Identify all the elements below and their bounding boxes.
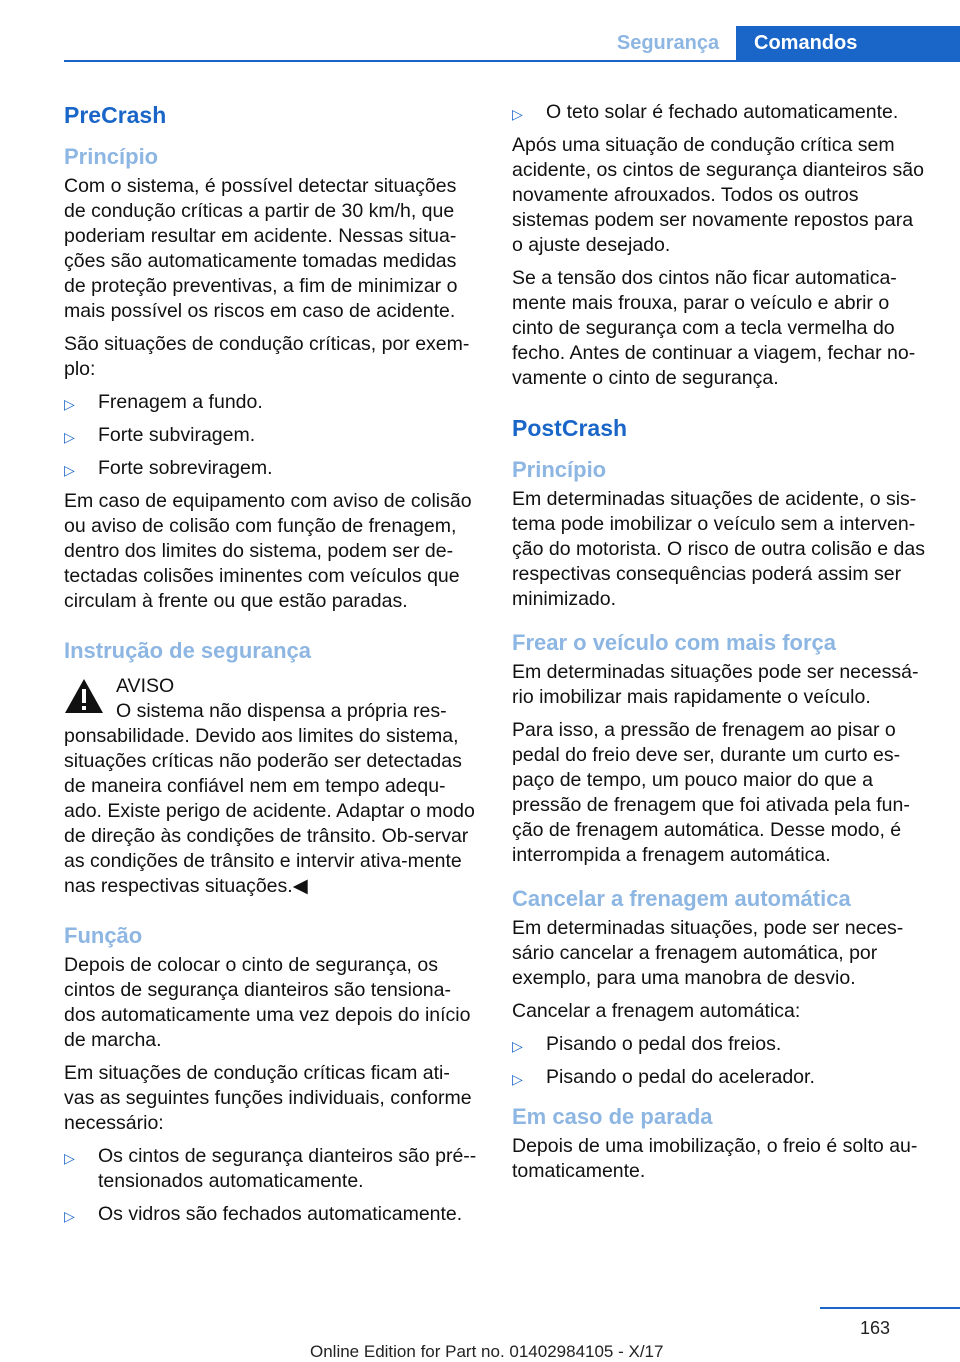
list-item <box>64 423 480 448</box>
heading-frear: Frear o veículo com mais força <box>512 630 837 655</box>
warning-box <box>64 674 480 899</box>
heading-instrucao: Instrução de segurança <box>64 638 311 663</box>
list-item-text: Frenagem a fundo. <box>98 391 263 413</box>
heading-precrash: PreCrash <box>64 102 167 128</box>
paragraph: Se a tensão dos cintos não ficar automatica-mente mais frouxa, parar o veículo e abrir o cinto de segurança com a tecla vermelha do fecho. Antes de continuar a viagem, fechar no-vamente o cinto de segurança. <box>512 267 916 389</box>
warning-text-rest: ponsabilidade. Devido aos limites do sistema, situações críticas não poderão ser detectadas de maneira confiável nem em tempo adequ-ado. Existe perigo de acidente. Adaptar o modo de direção às condições de trânsito. Ob-servar as condições de trânsito e intervir ativa-mente nas respectivas situações.◀ <box>64 725 475 897</box>
paragraph: Após uma situação de condução crítica sem acidente, os cintos de segurança dianteiros são novamente afrouxados. Todos os outros sistemas podem ser novamente repostos para o ajuste desejado. <box>512 134 924 256</box>
list-item-text: Forte sobreviragem. <box>98 457 273 479</box>
paragraph: Para isso, a pressão de frenagem ao pisar o pedal do freio deve ser, durante um curto es-paço de tempo, um pouco maior do que a pressão de frenagem que foi ativada pela fun-ção de frenagem automática. Desse modo, é interrompida a frenagem automática. <box>512 719 910 866</box>
bullet-list <box>512 100 928 125</box>
triangle-right-outline-icon: ▷ <box>512 1071 523 1087</box>
paragraph: Em determinadas situações de acidente, o sis-tema pode imobilizar o veículo sem a interven-ção do motorista. O risco de outra colisão e das respectivas consequências poderá assim ser minimizado. <box>512 488 925 610</box>
paragraph: São situações de condução críticas, por exem-plo: <box>64 333 470 380</box>
triangle-right-outline-icon: ▷ <box>64 429 75 445</box>
list-item <box>512 1065 928 1090</box>
chapter-tab: Comandos <box>736 26 960 62</box>
heading-principio: Princípio <box>64 144 159 169</box>
paragraph: Com o sistema, é possível detectar situações de condução críticas a partir de 30 km/h, que poderiam resultar em acidente. Nessas situa-ções são automaticamente tomadas medidas de proteção preventivas, a fim de minimizar o mais possível os riscos em caso de acidente. <box>64 175 458 322</box>
right-column <box>512 100 928 1192</box>
list-item <box>64 456 480 481</box>
list-item-text: Forte subviragem. <box>98 424 256 446</box>
triangle-right-outline-icon: ▷ <box>512 1038 523 1054</box>
section-tab: Segurança <box>616 32 720 54</box>
triangle-right-outline-icon: ▷ <box>512 106 523 122</box>
heading-principio: Princípio <box>512 457 607 482</box>
bullet-list <box>64 390 480 481</box>
heading-postcrash: PostCrash <box>512 415 628 441</box>
heading-funcao: Função <box>64 923 143 948</box>
page-number: 163 <box>860 1318 891 1338</box>
warning-text <box>64 699 480 899</box>
paragraph: Depois de uma imobilização, o freio é solto au-tomaticamente. <box>512 1135 918 1182</box>
triangle-right-outline-icon: ▷ <box>64 462 75 478</box>
heading-cancelar: Cancelar a frenagem automática <box>512 886 851 911</box>
list-item <box>64 1202 480 1227</box>
paragraph: Em caso de equipamento com aviso de colisão ou aviso de colisão com função de frenagem, dentro dos limites do sistema, podem ser de-tectadas colisões iminentes com veículos que circulam à frente ou que estão paradas. <box>64 490 472 612</box>
left-column <box>64 100 480 1235</box>
triangle-right-outline-icon: ▷ <box>64 1208 75 1224</box>
bullet-list <box>512 1032 928 1090</box>
triangle-right-outline-icon: ▷ <box>64 1150 75 1166</box>
header-rule <box>64 60 960 62</box>
paragraph: Em situações de condução críticas ficam ati-vas as seguintes funções individuais, conforme necessário: <box>64 1062 472 1134</box>
triangle-right-outline-icon: ▷ <box>64 396 75 412</box>
bullet-list <box>64 1144 480 1227</box>
warning-text-first-line: O sistema não dispensa a própria res- <box>116 700 447 722</box>
list-item-text: Pisando o pedal do acelerador. <box>546 1066 815 1088</box>
list-item-text: Os vidros são fechados automaticamente. <box>98 1203 463 1225</box>
paragraph: Depois de colocar o cinto de segurança, os cintos de segurança dianteiros são tensiona-dos automaticamente uma vez depois do início de marcha. <box>64 954 471 1051</box>
list-item-text: Os cintos de segurança dianteiros são pré--tensionados automaticamente. <box>98 1145 477 1192</box>
list-item <box>64 390 480 415</box>
warning-title: AVISO <box>116 675 175 697</box>
warning-triangle-icon <box>64 678 104 714</box>
footer-rule <box>820 1307 960 1309</box>
paragraph: Em determinadas situações pode ser necessá-rio imobilizar mais rapidamente o veículo. <box>512 661 919 708</box>
list-item <box>64 1144 480 1194</box>
list-item-text: Pisando o pedal dos freios. <box>546 1033 782 1055</box>
paragraph: Cancelar a frenagem automática: <box>512 1000 801 1022</box>
paragraph: Em determinadas situações, pode ser neces-sário cancelar a frenagem automática, por exemplo, para uma manobra de desvio. <box>512 917 904 989</box>
list-item <box>512 1032 928 1057</box>
edition-note: Online Edition for Part no. 01402984105 - X/17 <box>310 1342 664 1361</box>
heading-parada: Em caso de parada <box>512 1104 713 1129</box>
list-item <box>512 100 928 125</box>
list-item-text: O teto solar é fechado automaticamente. <box>546 101 899 123</box>
